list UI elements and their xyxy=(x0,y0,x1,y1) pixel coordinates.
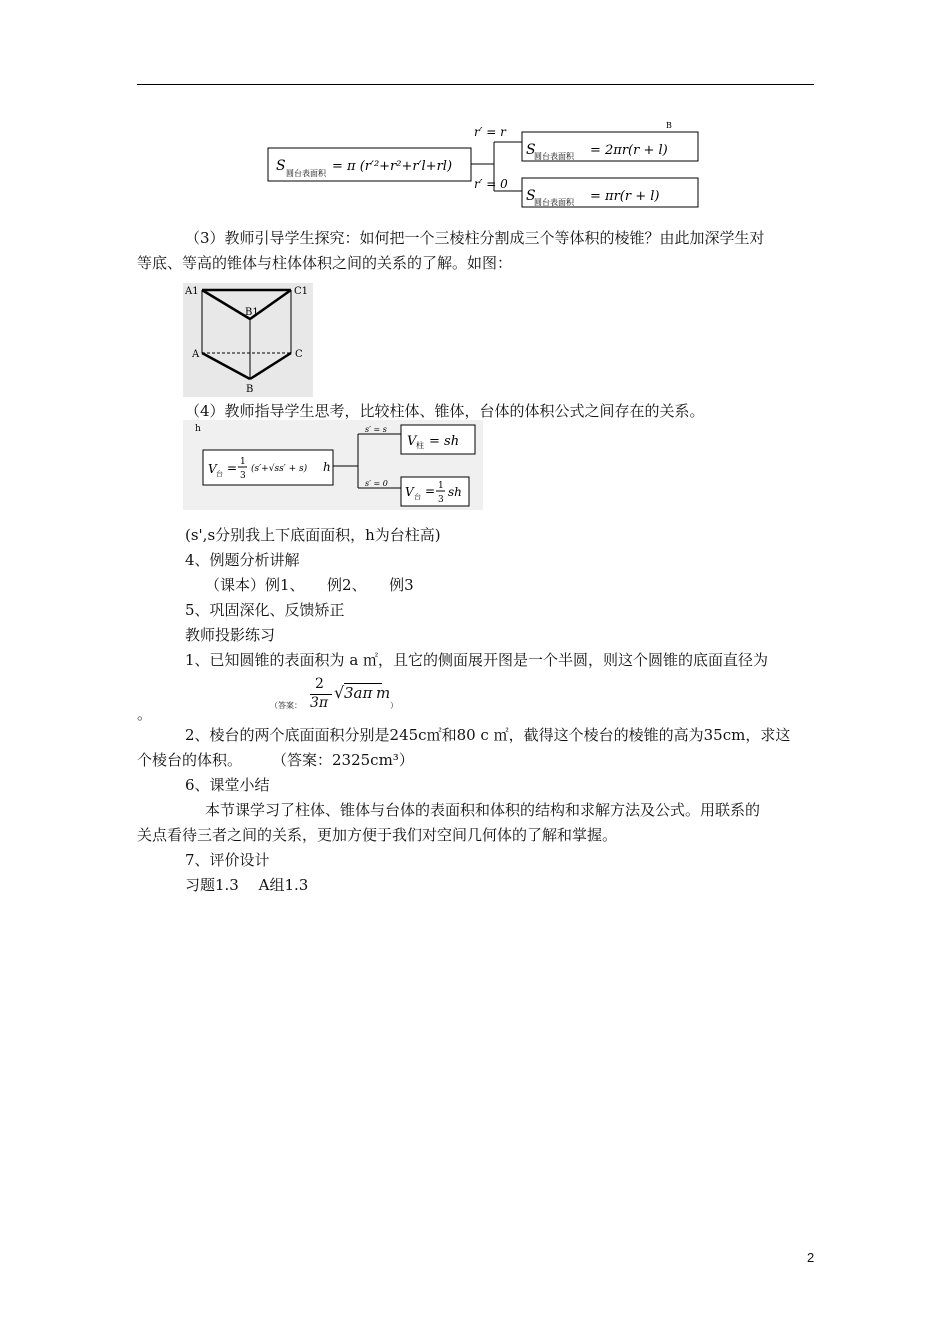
svg-text:V: V xyxy=(407,434,417,449)
frustum-surface-area-diagram xyxy=(262,118,702,210)
section7-heading: 7、评价设计 xyxy=(185,851,270,869)
section4-heading: 4、例题分析讲解 xyxy=(185,551,300,569)
svg-text:= π (r′²+r²+r′l+rl): = π (r′²+r²+r′l+rl) xyxy=(332,159,453,174)
svg-text:3: 3 xyxy=(438,495,444,505)
projection-heading: 教师投影练习 xyxy=(185,626,276,644)
exercise1-answer: （答案： 2 3π √ 3aπ m ） xyxy=(270,676,398,711)
answer-radicand: 3aπ xyxy=(344,684,373,702)
svg-text:S: S xyxy=(526,142,536,158)
label-a1: A1 xyxy=(185,286,199,297)
svg-text:台: 台 xyxy=(216,470,223,478)
svg-text:S: S xyxy=(276,158,286,174)
section5-heading: 5、巩固深化、反馈矫正 xyxy=(185,601,345,619)
para3-line2: 等底、等高的锥体与柱体体积之间的关系的了解。如图： xyxy=(137,254,513,272)
summary-line2: 关点看待三者之间的关系，更加方便于我们对空间几何体的了解和掌握。 xyxy=(137,826,618,844)
diagram1-corner-mark: B xyxy=(666,121,672,130)
answer-numerator: 2 xyxy=(315,676,324,692)
answer-unit: m xyxy=(376,684,391,702)
exercise2-line1: 2、棱台的两个底面面积分别是245c㎡和80 c ㎡，截得这个棱台的棱锥的高为35cm，求这 xyxy=(185,726,791,744)
svg-text:1: 1 xyxy=(240,457,246,467)
label-c: C xyxy=(295,349,303,360)
section6-heading: 6、课堂小结 xyxy=(185,776,270,794)
answer-denominator: 3π xyxy=(310,695,329,711)
exercise2-line2: 个棱台的体积。 （答案：2325cm³） xyxy=(137,751,414,769)
svg-text:= sh: = sh xyxy=(429,434,460,449)
svg-text:台: 台 xyxy=(414,493,421,501)
header-rule xyxy=(137,84,814,85)
svg-text:3: 3 xyxy=(240,471,246,481)
svg-text:= 2πr(r + l): = 2πr(r + l) xyxy=(590,143,668,158)
svg-text:V: V xyxy=(208,462,217,476)
svg-text:(s′+√ss′ + s): (s′+√ss′ + s) xyxy=(251,464,308,474)
label-b1: B1 xyxy=(245,307,259,318)
label-c1: C1 xyxy=(294,286,309,297)
svg-text:sh: sh xyxy=(448,485,462,499)
svg-text:= πr(r + l): = πr(r + l) xyxy=(590,189,660,204)
answer-label: （答案： xyxy=(270,701,302,710)
svg-text:s′ = 0: s′ = 0 xyxy=(365,479,388,488)
svg-text:圆台表面积: 圆台表面积 xyxy=(534,198,574,207)
volume-formula-diagram xyxy=(183,420,483,510)
para4: （4）教师指导学生思考，比较柱体、锥体，台体的体积公式之间存在的关系。 xyxy=(185,402,705,420)
homework-line: 习题1.3 A组1.3 xyxy=(185,876,309,894)
svg-text:1: 1 xyxy=(438,481,444,491)
label-b: B xyxy=(246,384,254,395)
examples-line: （课本）例1、 例2、 例3 xyxy=(205,576,414,594)
svg-text:h: h xyxy=(323,460,331,474)
svg-text:V: V xyxy=(405,485,414,499)
answer-close: ） xyxy=(390,701,398,710)
svg-text:s′ = s: s′ = s xyxy=(365,425,387,434)
page-number: 2 xyxy=(807,1250,815,1265)
svg-text:S: S xyxy=(526,188,536,204)
diagram1-root-sub: 圆台表面积 xyxy=(286,169,326,178)
svg-text:=: = xyxy=(227,461,238,475)
svg-text:柱: 柱 xyxy=(416,441,424,450)
exercise1-end: 。 xyxy=(137,705,153,723)
svg-text:h: h xyxy=(195,424,201,434)
label-a: A xyxy=(192,349,200,360)
summary-line1: 本节课学习了柱体、锥体与台体的表面积和体积的结构和求解方法及公式。用联系的 xyxy=(205,801,761,819)
svg-text:r′ = 0: r′ = 0 xyxy=(474,177,508,191)
svg-text:=: = xyxy=(425,484,436,498)
note-line: (s',s分别我上下底面面积，h为台柱高) xyxy=(185,526,441,544)
svg-text:圆台表面积: 圆台表面积 xyxy=(534,152,574,161)
triangular-prism-figure xyxy=(183,283,313,397)
exercise1-text: 1、已知圆锥的表面积为 a ㎡，且它的侧面展开图是一个半圆，则这个圆锥的底面直径为 xyxy=(185,651,769,669)
svg-text:r′ = r: r′ = r xyxy=(474,125,506,139)
para3-line1: （3）教师引导学生探究：如何把一个三棱柱分割成三个等体积的棱锥？由此加深学生对 xyxy=(185,229,765,247)
